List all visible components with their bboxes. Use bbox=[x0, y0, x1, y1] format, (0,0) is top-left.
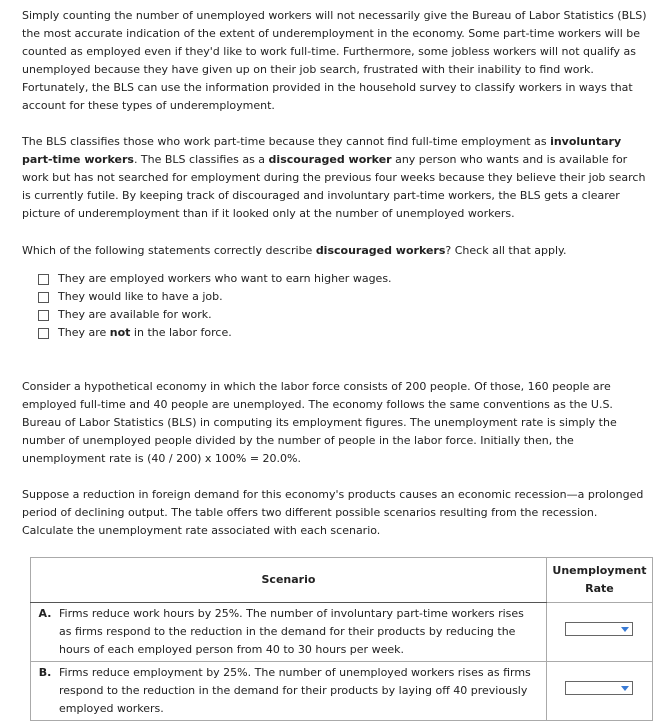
rate-header: Unemployment Rate bbox=[546, 558, 652, 603]
term-involuntary: involuntary part-time workers bbox=[22, 135, 622, 166]
text: . The BLS classifies as a bbox=[133, 153, 269, 166]
option-1[interactable] bbox=[38, 270, 392, 288]
text: They are bbox=[58, 326, 110, 339]
row-letter: A. bbox=[31, 603, 60, 662]
emphasis: not bbox=[109, 326, 131, 339]
checkbox[interactable] bbox=[38, 292, 49, 303]
row-text: Firms reduce work hours by 25%. The number of involuntary part-time workers rises as firms respond to the reduction in the demand for their products by reducing the hours of each employed person from 40 to 30 hours per week. bbox=[59, 603, 546, 662]
option-label: They would like to have a job. bbox=[58, 290, 223, 303]
checkbox[interactable] bbox=[38, 274, 49, 285]
option-label: They are available for work. bbox=[58, 308, 212, 321]
row-text: Firms reduce employment by 25%. The number of unemployed workers rises as firms respond to the reduction in the demand for their products by laying off 40 previously employed workers. bbox=[59, 662, 546, 721]
text: Which of the following statements correctly describe bbox=[22, 244, 316, 257]
rate-cell bbox=[546, 662, 652, 721]
intro-paragraph-2 bbox=[22, 133, 650, 223]
table-row bbox=[31, 662, 653, 721]
rate-cell bbox=[546, 603, 652, 662]
term-discouraged: discouraged worker bbox=[268, 153, 392, 166]
option-3[interactable] bbox=[38, 306, 392, 324]
text: The BLS classifies those who work part-time because they cannot find full-time employment as bbox=[22, 135, 551, 148]
table-row bbox=[31, 603, 653, 662]
option-4[interactable] bbox=[38, 324, 392, 342]
term: discouraged workers bbox=[315, 244, 446, 257]
checkbox-list bbox=[38, 270, 392, 342]
question-prompt bbox=[22, 242, 650, 260]
checkbox[interactable] bbox=[38, 328, 49, 339]
scenario-table bbox=[30, 557, 653, 721]
intro-paragraph-1: Simply counting the number of unemployed workers will not necessarily give the Bureau of Labor Statistics (BLS) the most accurate indication of the extent of underemployment in the economy. Some part-time workers will be counted as employed even if they'd like to work full-time. Furthermore, some jobless workers will not qualify as unemployed because they have given up on their job search, frustrated with their inability to find work. Fortunately, the BLS can use the information provided in the household survey to classify workers in ways that account for these types of underemployment. bbox=[22, 9, 647, 112]
option-label bbox=[58, 324, 232, 342]
rate-dropdown-a[interactable] bbox=[565, 622, 633, 636]
option-label: They are employed workers who want to earn higher wages. bbox=[58, 272, 392, 285]
economy-paragraph: Consider a hypothetical economy in which the labor force consists of 200 people. Of those, 160 people are employed full-time and 40 people are unemployed. The economy follows the same conventions as the U.S. Bureau of Labor Statistics (BLS) in computing its employment figures. The unemployment rate is simply the number of unemployed people divided by the number of people in the labor force. Initially then, the unemployment rate is (40 / 200) x 100% = 20.0%. bbox=[22, 380, 617, 465]
recession-paragraph: Suppose a reduction in foreign demand for this economy's products causes an economic recession—a prolonged period of declining output. The table offers two different possible scenarios resulting from the recession. Calculate the unemployment rate associated with each scenario. bbox=[22, 488, 644, 537]
option-2[interactable] bbox=[38, 288, 392, 306]
checkbox[interactable] bbox=[38, 310, 49, 321]
chevron-down-icon bbox=[621, 686, 629, 691]
text: any person who wants and is available for work but has not searched for employment during the previous four weeks because they believe their job search is currently futile. By keeping track of discouraged and involuntary part-time workers, the BLS gets a clearer picture of underemployment than if it looked only at the number of unemployed workers. bbox=[22, 153, 646, 220]
text: ? Check all that apply. bbox=[445, 244, 567, 257]
chevron-down-icon bbox=[621, 627, 629, 632]
rate-dropdown-b[interactable] bbox=[565, 681, 633, 695]
text: in the labor force. bbox=[130, 326, 232, 339]
scenario-header: Scenario bbox=[31, 558, 547, 603]
row-letter: B. bbox=[38, 666, 52, 679]
